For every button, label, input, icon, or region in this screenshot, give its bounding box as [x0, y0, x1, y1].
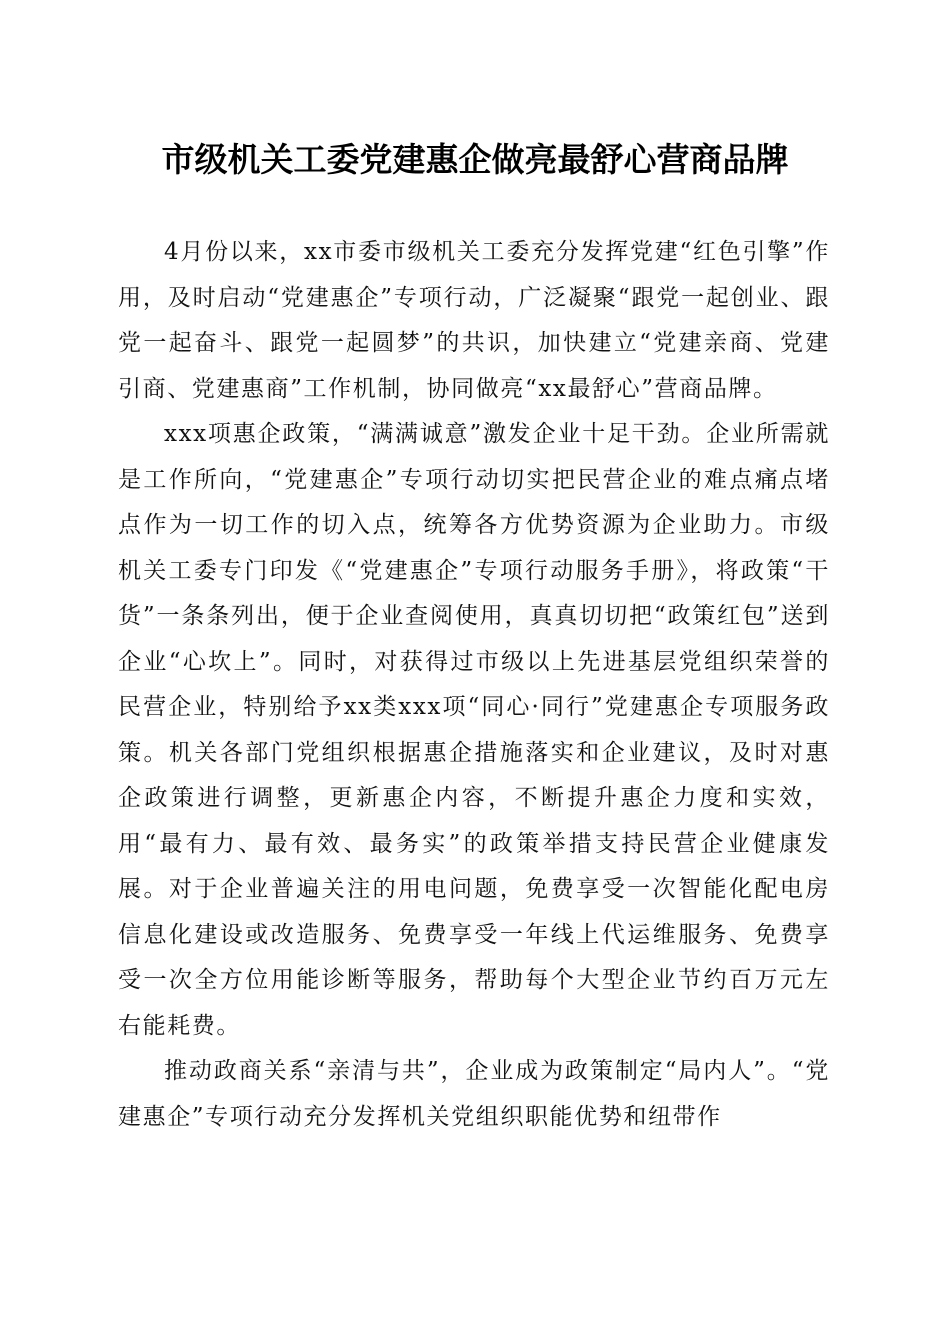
paragraph-2: xxx项惠企政策，“满满诚意”激发企业十足干劲。企业所需就是工作所向，“党建惠企”专项行动切实把民营企业的难点痛点堵点作为一切工作的切入点，统筹各方优势资源为企业助力。市级机关工委专门印发《“党建惠企”专项行动服务手册》，将政策“干货”一条条列出，便于企业查阅使用，真真切切把“政策红包”送到企业“心坎上”。同时，对获得过市级以上先进基层党组织荣誉的民营企业，特别给予xx类xxx项“同心·同行”党建惠企专项服务政策。机关各部门党组织根据惠企措施落实和企业建议，及时对惠企政策进行调整，更新惠企内容，不断提升惠企力度和实效，用“最有力、最有效、最务实”的政策举措支持民营企业健康发展。对于企业普遍关注的用电问题，免费享受一次智能化配电房信息化建设或改造服务、免费享受一年线上代运维服务、免费享受一次全方位用能诊断等服务，帮助每个大型企业节约百万元左右能耗费。: [118, 421, 830, 1039]
document-body: [118, 230, 830, 1140]
paragraph-1: 4月份以来，xx市委市级机关工委充分发挥党建“红色引擎”作用，及时启动“党建惠企”专项行动，广泛凝聚“跟党一起创业、跟党一起奋斗、跟党一起圆梦”的共识，加快建立“党建亲商、党建引商、党建惠商”工作机制，协同做亮“xx最舒心”营商品牌。: [118, 239, 830, 402]
document-title: 市级机关工委党建惠企做亮最舒心营商品牌: [161, 140, 789, 179]
paragraph-3: 推动政商关系“亲清与共”，企业成为政策制定“局内人”。“党建惠企”专项行动充分发挥机关党组织职能优势和纽带作: [118, 1058, 830, 1130]
